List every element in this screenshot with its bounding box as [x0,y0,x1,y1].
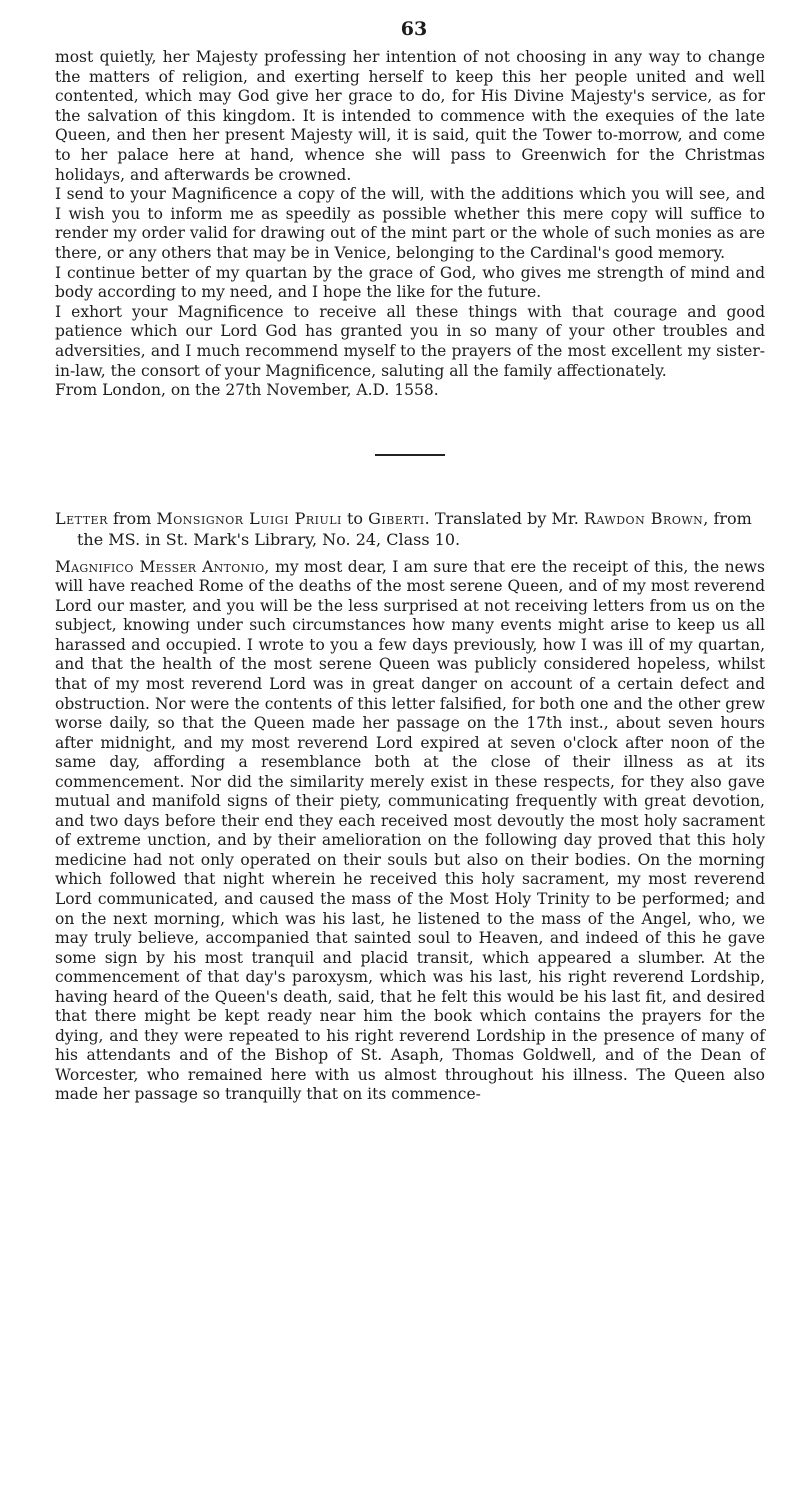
paragraph-quartan: I continue better of my quartan by the grace of God, who gives me strength of mind and body according to my need, and I hope the like for the future. [55,263,765,302]
heading-recipient: Giberti [368,508,425,528]
letter-text: my most dear, I am sure that ere the receipt of this, the news will have reached Rome of the deaths of the most serene Queen, and of my most reverend Lord our master, and you will be the less surprised at not receiving letters from us on the subject, knowing under such circumstances how many events might arise to keep us all harassed and occupied. I wrote to you a few days previously, how I was ill of my quartan, and that the health of the most serene Queen was publicly considered hopeless, whilst that of my most reverend Lord was in great danger on account of a certain defect and obstruction. Nor were the contents of this letter falsified, for both one and the other grew worse daily, so that the Queen made her passage on the 17th inst., about seven hours after midnight, and my most reverend Lord expired at seven o'clock after noon of the same day, affording a resemblance both at the close of their illness as at its commencement. Nor did the similarity merely exist in these respects, for they also gave mutual and manifold signs of their piety, communicating frequently with great devotion, and two days before their end they each received most devoutly the most holy sacrament of extreme unction, and by their amelioration on the following day proved that this holy medicine had not only operated on their souls but also on their bodies. On the morning which followed that night wherein he received this holy sacrament, my most reverend Lord communicated, and caused the mass of the Most Holy Trinity to be performed; and on the next morning, which was his last, he listened to the mass of the Angel, who, we may truly believe, accompanied that sainted soul to Heaven, and indeed of this he gave some sign by his most tranquil and placid transit, which appeared a slumber. At the commencement of that day's paroxysm, which was his last, his right reverend Lordship, having heard of the Queen's death, said, that he felt this would be his last fit, and desired that there might be kept ready near him the book which contains the prayers for the dying, and they were repeated to his right reverend Lordship in the presence of many of his attendants and of the Bishop of St. Asaph, Thomas Goldwell, and of the Dean of Worcester, who remained here with us almost throughout his illness. The Queen also made her passage so tranquilly that on its commence- [55,557,765,1104]
paragraph-will-copy: I send to your Magnificence a copy of the will, with the additions which you will see, and I wish you to inform me as speedily as possible whether this mere copy will suffice to render my order valid for drawing out of the mint part or the whole of such monies as are there, or any others that may be in Venice, belonging to the Cardinal's good memory. [55,185,765,262]
heading-translator: Rawdon Brown [583,508,704,528]
heading-translated: . Translated by Mr. [424,508,584,528]
paragraph-quietly: most quietly, her Majesty professing her intention of not choosing in any way to change the matters of religion, and exerting herself to keep this her people united and well contented, which may God give her grace to do, for His Divine Majesty's service, as for the salvation of this kingdom. It is intended to commence with the exequies of the late Queen, and then her present Majesty will, it is said, quit the Tower to-morrow, and come to her palace here at hand, whence she will pass to Greenwich for the Christmas holidays, and afterwards be crowned. [55,48,765,184]
letter-salutation: Magnifico Messer Antonio, [55,557,270,576]
paragraph-dateline: From London, on the 27th November, A.D. 1558. [55,381,439,400]
heading-to: to [341,508,369,528]
paragraph-exhort: I exhort your Magnificence to receive all these things with that courage and good patience which our Lord God has granted you in so many of your other troubles and adversities, and I much recommend myself to the prayers of the most excellent my sister-in-law, the consort of your Magnificence, saluting all the family affectionately. [55,302,765,380]
heading-letter: Letter [55,508,108,528]
letter-body [55,558,765,1105]
page-number: 63 [400,18,428,40]
heading-author: Monsignor Luigi Priuli [156,508,342,528]
letter-heading [55,508,765,550]
letter-section [55,508,765,1105]
top-section [55,48,765,401]
heading-source: , from the MS. in St. Mark's Library, No. 24, Class 10. [77,508,752,549]
heading-from: from [107,508,157,528]
book-page [55,18,765,1105]
section-divider [375,454,445,456]
